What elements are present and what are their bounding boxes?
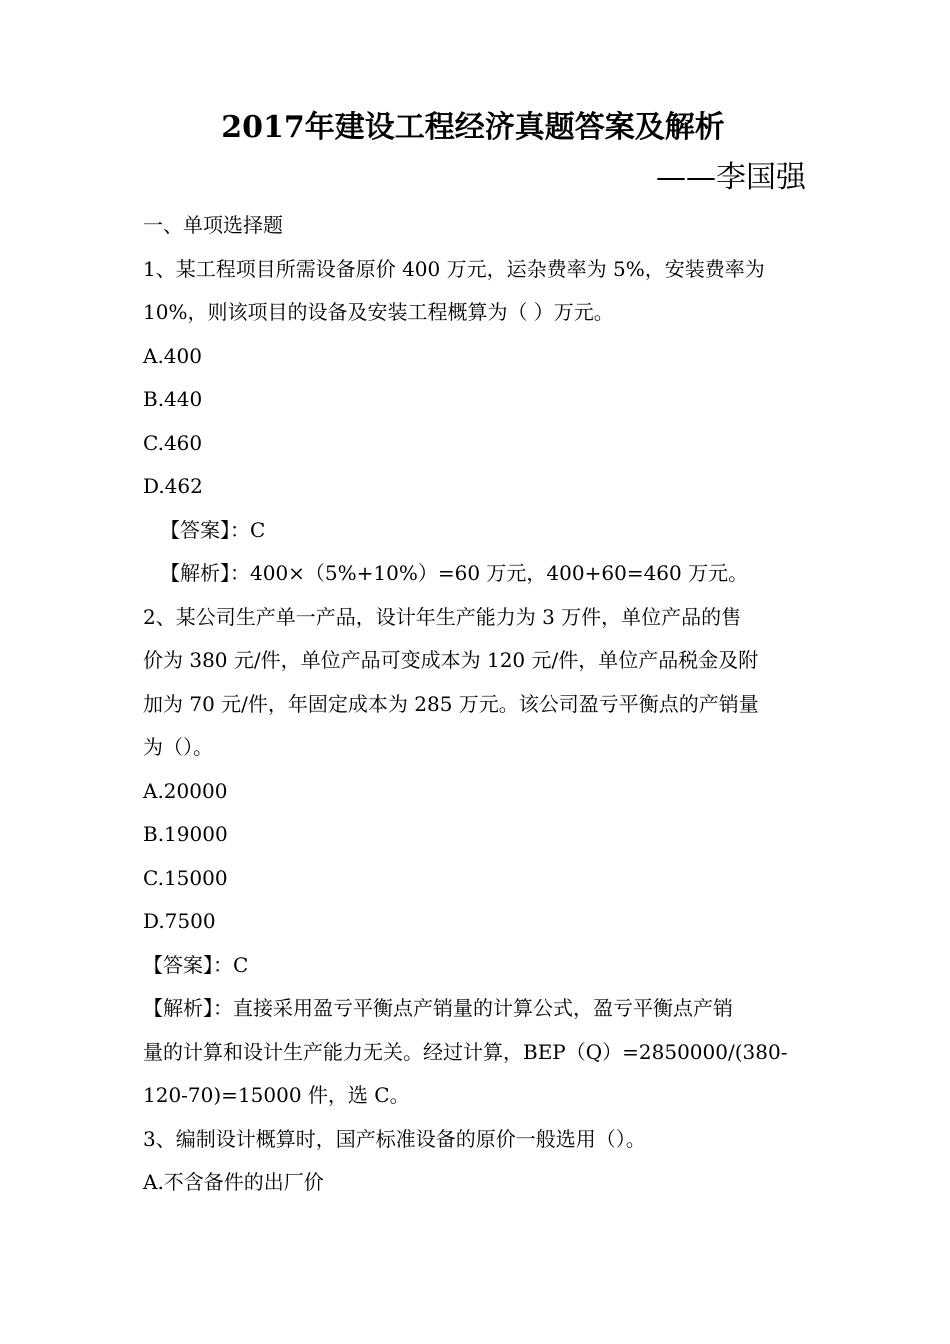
question-1-explanation: 【解析】：400×（5%+10%）=60 万元，400+60=460 万元。 bbox=[160, 561, 749, 585]
question-2-answer: 【答案】：C bbox=[143, 953, 249, 977]
question-2-explanation-line-3: 120-70)=15000 件，选 C。 bbox=[143, 1083, 410, 1107]
question-1-option-d: D.462 bbox=[143, 474, 203, 498]
question-2-option-d: D.7500 bbox=[143, 909, 216, 933]
question-2-explanation-line-2: 量的计算和设计生产能力无关。经过计算，BEP（Q）=2850000/(380- bbox=[143, 1040, 788, 1064]
document-title: 2017年建设工程经济真题答案及解析 bbox=[221, 110, 725, 145]
question-1-line-2: 10%，则该项目的设备及安装工程概算为（ ）万元。 bbox=[143, 300, 614, 324]
document-author: ——李国强 bbox=[656, 160, 806, 195]
question-3-line-1: 3、编制设计概算时，国产标准设备的原价一般选用（）。 bbox=[143, 1127, 646, 1151]
question-2-line-2: 价为 380 元/件，单位产品可变成本为 120 元/件，单位产品税金及附 bbox=[143, 648, 759, 672]
section-heading: 一、单项选择题 bbox=[143, 213, 283, 237]
question-1-option-b: B.440 bbox=[143, 387, 203, 411]
question-2-explanation-line-1: 【解析】：直接采用盈亏平衡点产销量的计算公式，盈亏平衡点产销 bbox=[143, 996, 733, 1020]
question-1-option-a: A.400 bbox=[143, 344, 202, 368]
question-1-option-c: C.460 bbox=[143, 431, 203, 455]
question-2-line-4: 为（）。 bbox=[143, 735, 213, 759]
question-1-answer: 【答案】：C bbox=[160, 518, 266, 542]
question-2-option-a: A.20000 bbox=[143, 779, 228, 803]
question-2-line-1: 2、某公司生产单一产品，设计年生产能力为 3 万件，单位产品的售 bbox=[143, 605, 742, 629]
question-2-option-c: C.15000 bbox=[143, 866, 228, 890]
question-3-option-a: A.不含备件的出厂价 bbox=[143, 1170, 324, 1194]
question-1-line-1: 1、某工程项目所需设备原价 400 万元，运杂费率为 5%，安装费率为 bbox=[143, 257, 765, 281]
question-2-option-b: B.19000 bbox=[143, 822, 228, 846]
question-2-line-3: 加为 70 元/件，年固定成本为 285 万元。该公司盈亏平衡点的产销量 bbox=[143, 692, 759, 716]
